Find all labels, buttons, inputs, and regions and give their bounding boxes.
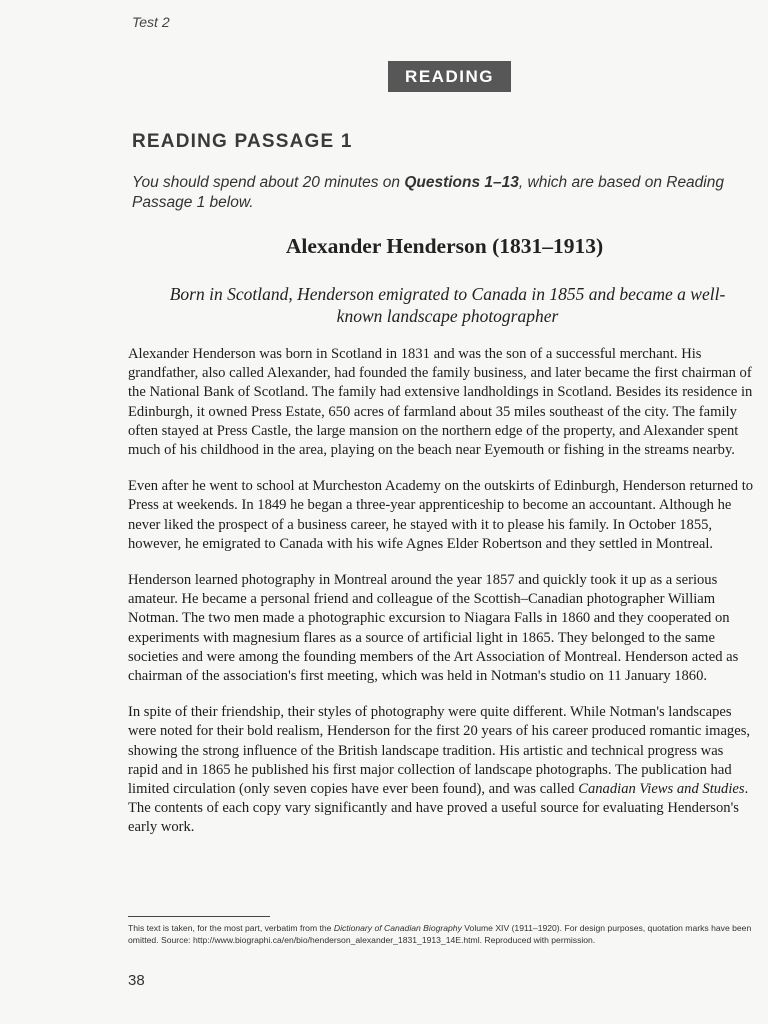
publication-title: Canadian Views and Studies <box>578 781 745 798</box>
footnote-text-end: Volume XIV (1911–1920). For design purposes, quotation marks have been omitted. Source: http://www.biographi.ca/en/bio/henderson_alexander_1831_1913_14E.html. Reproduced with permission. <box>128 923 752 945</box>
paragraph-4-text-end: . The contents of each copy vary significantly and have proved a useful source for evaluating Henderson's early work. <box>128 781 749 836</box>
instructions-text-start: You should spend about 20 minutes on <box>132 174 405 191</box>
page-number: 38 <box>128 972 145 989</box>
paragraph-1: Alexander Henderson was born in Scotland in 1831 and was the son of a successful merchant. His grandfather, also called Alexander, had founded the family business, and later became the first chairman of the National Bank of Scotland. The family had extensive landholdings in Scotland. Besides its residence in Edinburgh, it owned Press Estate, 650 acres of farmland about 35 miles southeast of the city. The family often stayed at Press Castle, the large mansion on the northern edge of the property, and Alexander spent much of his childhood in the area, playing on the beach near Eyemouth or fishing in the streams nearby. <box>128 346 753 459</box>
paragraph-3: Henderson learned photography in Montreal around the year 1857 and quickly took it up as a serious amateur. He became a personal friend and colleague of the Scottish–Canadian photographer William Notman. The two men made a photographic excursion to Niagara Falls in 1860 and they cooperated on experiments with magnesium flares as a source of artificial light in 1865. They belonged to the same societies and were among the founding members of the Art Association of Montreal. Henderson acted as chairman of the association's first meeting, which was held in Notman's studio on 11 January 1860. <box>128 572 739 685</box>
article-body <box>128 345 756 855</box>
section-banner: READING <box>388 61 511 92</box>
instructions-text-end: , which are based on Reading Passage 1 below. <box>132 174 724 211</box>
running-head: Test 2 <box>132 14 170 30</box>
article-subtitle: Born in Scotland, Henderson emigrated to Canada in 1855 and became a well-known landscape photographer <box>169 284 726 326</box>
instructions-questions: Questions 1–13 <box>404 174 519 191</box>
passage-heading: READING PASSAGE 1 <box>132 131 353 152</box>
footnote-text-start: This text is taken, for the most part, verbatim from the <box>128 923 334 933</box>
instructions <box>132 173 757 213</box>
paragraph-4-text-start: In spite of their friendship, their styles of photography were quite different. While Notman's landscapes were noted for their bold realism, Henderson for the first 20 years of his career produced romantic images, showing the strong influence of the British landscape tradition. His artistic and technical progress was rapid and in 1865 he published his first major collection of landscape photographs. The publication had limited circulation (only seven copies have ever been found), and was called <box>128 704 751 798</box>
footnote-source-title: Dictionary of Canadian Biography <box>333 923 462 933</box>
footnote <box>128 923 758 946</box>
paragraph-4 <box>128 703 756 837</box>
footnote-rule <box>128 916 270 917</box>
paragraph-2: Even after he went to school at Murcheston Academy on the outskirts of Edinburgh, Henderson returned to Press at weekends. In 1849 he began a three-year apprenticeship to become an accountant. Although he never liked the prospect of a business career, he stayed with it to please his family. In October 1855, however, he emigrated to Canada with his wife Agnes Elder Robertson and they settled in Montreal. <box>128 478 754 552</box>
article-title: Alexander Henderson (1831–1913) <box>285 234 604 258</box>
